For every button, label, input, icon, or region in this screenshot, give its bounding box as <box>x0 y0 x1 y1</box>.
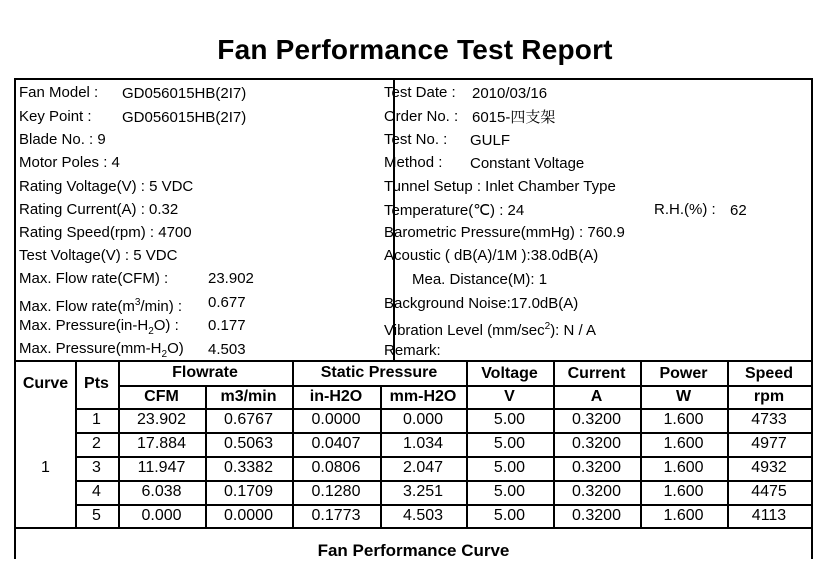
table-cell: 5.00 <box>493 507 526 524</box>
table-cell: 0.0000 <box>224 507 273 524</box>
rh-value: 62 <box>730 202 747 219</box>
table-cell: 3.251 <box>402 483 444 500</box>
fan-model-value: GD056015HB(2I7) <box>122 85 247 102</box>
table-top-rule <box>16 360 811 362</box>
max-pressure-mm-label: Max. $Pressure(mm-H_2O)$ <box>19 340 184 360</box>
motor-poles: Motor Poles : 4 <box>19 154 120 171</box>
blade-no: Blade No. : 9 <box>19 131 106 148</box>
test-date-label: Test Date : <box>384 84 456 101</box>
rh-label: R.H.(%) : <box>654 201 716 218</box>
header-power: Power <box>659 365 708 382</box>
report-frame <box>14 78 813 559</box>
key-point-value: GD056015HB(2I7) <box>122 109 247 126</box>
point-number: 4 <box>92 483 101 500</box>
mea-distance: Mea. Distance(M): 1 <box>412 271 548 288</box>
remark-label: Remark: <box>384 342 441 359</box>
table-cell: 5.00 <box>493 435 526 452</box>
table-cell: 0.000 <box>141 507 182 524</box>
table-cell: 5.00 <box>493 483 526 500</box>
rating-speed: Rating Speed(rpm) : 4700 <box>19 224 192 241</box>
unit-cfm: CFM <box>144 388 179 405</box>
barometric-pressure: Barometric Pressure(mmHg) : 760.9 <box>384 224 625 241</box>
table-cell: 11.947 <box>137 459 186 476</box>
table-cell: 2.047 <box>402 459 444 476</box>
key-point-label: Key Point : <box>19 108 92 125</box>
table-cell: 0.0806 <box>311 459 361 476</box>
header-static-pressure: Static Pressure <box>320 364 438 381</box>
header-current: Current <box>567 365 626 382</box>
acoustic: Acoustic ( dB(A)/1M ):38.0dB(A) <box>384 247 599 264</box>
table-cell: 1.600 <box>663 507 704 524</box>
background-noise: Background Noise:17.0dB(A) <box>384 295 579 312</box>
unit-v: V <box>504 388 515 405</box>
table-cell: 17.884 <box>137 435 186 452</box>
max-flow-cfm-label: Max. Flow rate(CFM) : <box>19 270 169 287</box>
max-pressure-in-label: Max. $Pressure(in-H_2O)$ : <box>19 317 179 337</box>
rating-current: Rating Current(A) : 0.32 <box>19 201 179 218</box>
test-no-value: GULF <box>470 132 511 149</box>
point-number: 5 <box>92 507 101 524</box>
max-pressure-mm-value: 4.503 <box>208 341 246 358</box>
table-cell: 0.3200 <box>572 507 621 524</box>
vibration-level: Vibration Level $(mm/\sec^2)$: N / A <box>384 321 597 339</box>
unit-in-h2o: in-H2O <box>309 388 363 405</box>
table-cell: 0.6767 <box>224 411 273 428</box>
table-cell: 0.1709 <box>224 483 273 500</box>
table-cell: 4113 <box>751 507 787 524</box>
unit-m3-min: m3/min <box>220 388 277 405</box>
method-value: Constant Voltage <box>470 155 585 172</box>
point-number: 3 <box>92 459 101 476</box>
order-no-value: 6015-四支架 <box>472 109 556 126</box>
table-cell: 1.600 <box>663 411 704 428</box>
table-cell: 0.5063 <box>224 435 273 452</box>
table-cell: 4.503 <box>402 507 444 524</box>
table-cell: 0.1773 <box>311 507 361 524</box>
report-title: Fan Performance Test Report <box>217 34 613 65</box>
test-no-label: Test No. : <box>384 131 448 148</box>
table-cell: 4733 <box>751 411 787 428</box>
table-bottom-rule <box>16 527 811 529</box>
table-cell: 0.3382 <box>224 459 273 476</box>
table-cell: 0.0407 <box>311 435 361 452</box>
unit-mm-h2o: mm-H2O <box>389 388 457 405</box>
max-flow-cfm-value: 23.902 <box>208 270 254 287</box>
table-cell: 0.3200 <box>572 411 621 428</box>
max-flow-m3-value: 0.677 <box>208 294 246 311</box>
point-number: 1 <box>92 411 101 428</box>
table-cell: 0.3200 <box>572 483 621 500</box>
table-cell: 5.00 <box>493 411 526 428</box>
table-cell: 4977 <box>751 435 787 452</box>
header-voltage: Voltage <box>481 365 538 382</box>
table-cell: 0.0000 <box>311 411 361 428</box>
table-cell: 4475 <box>751 483 787 500</box>
temperature: Temperature(℃) : 24 <box>384 202 525 219</box>
test-voltage: Test Voltage(V) : 5 VDC <box>19 247 178 264</box>
table-cell: 6.038 <box>141 483 182 500</box>
table-cell: 1.600 <box>663 435 704 452</box>
order-no-label: Order No. : <box>384 108 459 125</box>
table-cell: 0.1280 <box>311 483 361 500</box>
table-cell: 23.902 <box>137 411 186 428</box>
header-flowrate: Flowrate <box>172 364 238 381</box>
header-speed: Speed <box>744 365 793 382</box>
unit-rpm: rpm <box>753 388 785 405</box>
tunnel-setup: Tunnel Setup : Inlet Chamber Type <box>384 178 616 195</box>
table-cell: 0.000 <box>402 411 444 428</box>
method-label: Method : <box>384 154 443 171</box>
table-cell: 1.600 <box>663 483 704 500</box>
table-cell: 5.00 <box>493 459 526 476</box>
test-date-value: 2010/03/16 <box>472 85 548 102</box>
rating-voltage: Rating Voltage(V) : 5 VDC <box>19 178 194 195</box>
table-cell: 1.034 <box>402 435 444 452</box>
point-number: 2 <box>92 435 101 452</box>
table-cell: 0.3200 <box>572 435 621 452</box>
curve-number: 1 <box>41 459 50 476</box>
max-pressure-in-value: 0.177 <box>208 317 246 334</box>
fan-model-label: Fan Model : <box>19 84 99 101</box>
max-flow-m3-label: Max. Flow $rate(m^3/\min)$ : <box>19 297 183 315</box>
unit-a: A <box>590 388 603 405</box>
curve-title: Fan Performance Curve <box>317 541 510 560</box>
header-pts: Pts <box>84 375 109 392</box>
table-cell: 4932 <box>751 459 787 476</box>
header-curve: Curve <box>22 375 69 392</box>
table-cell: 0.3200 <box>572 459 621 476</box>
unit-w: W <box>675 388 692 405</box>
table-cell: 1.600 <box>663 459 704 476</box>
